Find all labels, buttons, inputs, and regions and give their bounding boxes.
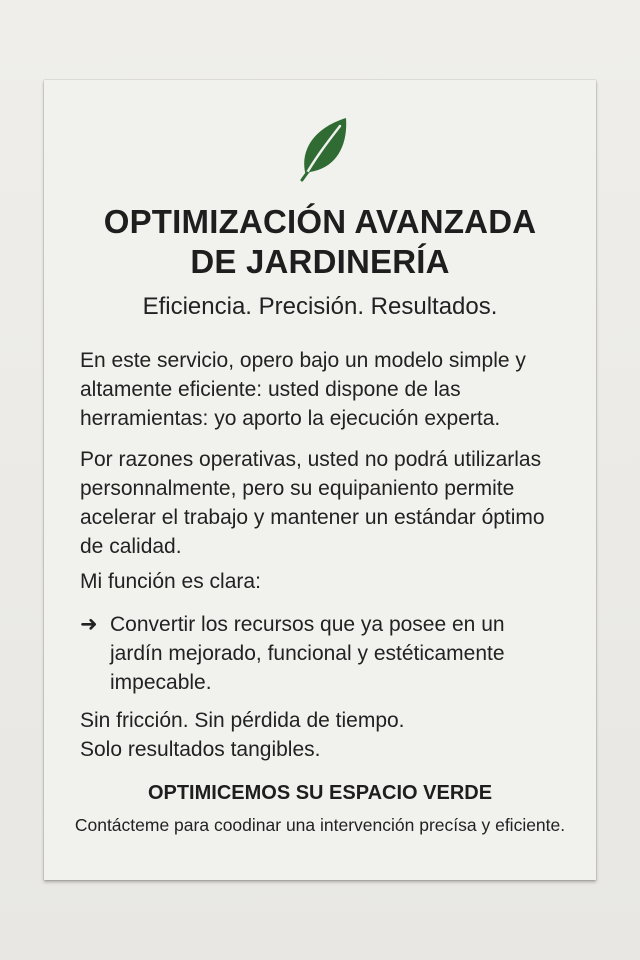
cta-heading: OPTIMICEMOS SU ESPACIO VERDE (147, 782, 493, 804)
results-line-1: Sin fricción. Sin pérdida de tiempo. (80, 709, 405, 732)
paragraph-intro: En este servicio, opero bajo un modelo simple y altamente eficiente: usted dispone de las herramientas: yo aporto la ejecución experta. (80, 349, 526, 430)
paragraph-operations: Por razones operativas, usted no podrá utilizarlas personnalmente, pero su equipaniento permite acelerar el trabajo y mantener un estándar óptimo de calidad. (80, 448, 545, 558)
flyer-card (44, 80, 596, 880)
cta-text: Contácteme para coodinar una intervención precísa y eficiente. (74, 815, 566, 835)
title-line-2: DE JARDINERÍA (190, 243, 450, 280)
leaf-icon (298, 116, 350, 182)
results-line-2: Solo resultados tangibles. (80, 738, 321, 761)
page-title (44, 202, 596, 282)
bullet-text: Convertir los recursos que ya posee en un jardín mejorado, funcional y estéticamente impecable. (110, 613, 505, 694)
subtitle: Eficiencia. Precisión. Resultados. (142, 293, 498, 320)
title-line-1: OPTIMIZACIÓN AVANZADA (103, 203, 537, 240)
paragraph-results (80, 706, 570, 764)
arrow-right-icon: ➜ (80, 613, 98, 636)
paragraph-function: Mi función es clara: (80, 570, 261, 593)
